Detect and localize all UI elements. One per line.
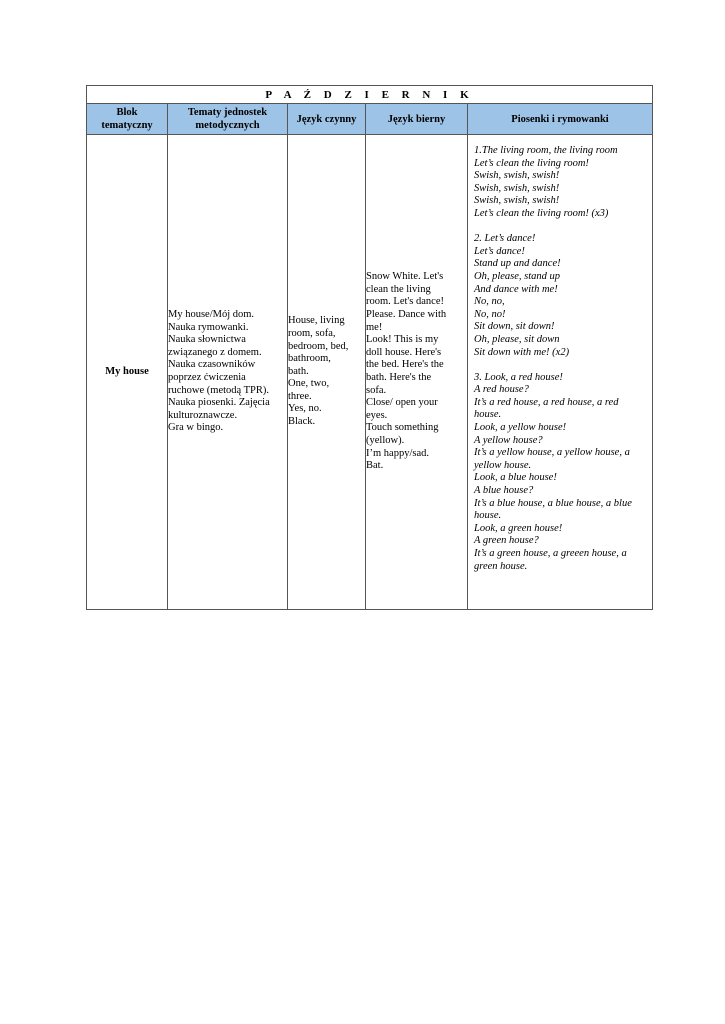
text-line: Let’s clean the living room!	[474, 157, 589, 169]
text-line: Swish, swish, swish!	[474, 182, 560, 194]
header-passive-language: Język bierny	[366, 104, 468, 135]
header-topics	[168, 104, 288, 135]
text-line: Nauka słownictwa	[168, 334, 246, 346]
text-line: ruchowe (metodą TPR).	[168, 384, 269, 396]
lesson-plan-table	[86, 85, 653, 610]
text-line: House, living	[288, 315, 345, 327]
text-line: Nauka czasowników	[168, 359, 256, 371]
text-line: A blue house?	[474, 485, 534, 497]
header-topics-line: Tematy jednostek	[187, 107, 268, 118]
text-line: me!	[366, 321, 383, 333]
text-line: Sit down, sit down!	[474, 321, 555, 333]
text-line: Let’s dance!	[474, 245, 525, 257]
text-line: doll house. Here's	[366, 346, 442, 358]
text-line: room, sofa,	[288, 327, 336, 339]
text-line: house.	[474, 510, 502, 522]
text-line: It’s a yellow house, a yellow house, a	[474, 447, 630, 459]
block-cell: My house	[87, 135, 168, 610]
text-line: 3. Look, a red house!	[474, 371, 563, 383]
header-row	[87, 104, 653, 135]
blank-line	[474, 359, 652, 372]
blank-line	[474, 221, 652, 234]
header-block	[87, 104, 168, 135]
text-line: I’m happy/sad.	[366, 447, 429, 459]
text-line: bedroom, bed,	[288, 340, 349, 352]
text-line: Yes, no.	[288, 403, 322, 415]
header-active-language: Język czynny	[288, 104, 366, 135]
text-line: room. Let's dance!	[366, 296, 444, 308]
text-line: A red house?	[474, 384, 529, 396]
text-line: Snow White. Let's	[366, 271, 444, 283]
text-line: Nauka rymowanki.	[168, 321, 249, 333]
text-line: Look, a blue house!	[474, 472, 557, 484]
text-line: kulturoznawcze.	[168, 409, 238, 421]
text-line: One, two,	[288, 378, 330, 390]
text-line: No, no,	[474, 296, 505, 308]
text-line: the bed. Here's the	[366, 359, 444, 371]
text-line: My house/Mój dom.	[168, 309, 255, 321]
month-title: P A Ź D Z I E R N I K	[87, 86, 653, 104]
text-line: Black.	[288, 416, 316, 428]
text-line: yellow house.	[474, 459, 532, 471]
songs-cell	[468, 135, 653, 610]
text-line: It’s a green house, a greeen house, a	[474, 548, 627, 559]
passive-language-cell	[366, 135, 468, 610]
text-line: A green house?	[474, 535, 539, 547]
text-line: Sit down with me! (x2)	[474, 346, 570, 358]
text-line: eyes.	[366, 409, 388, 421]
text-line: Oh, please, stand up	[474, 270, 561, 282]
text-line: three.	[288, 390, 312, 402]
header-block-line: tematyczny	[101, 120, 153, 131]
text-line: 2. Let’s dance!	[474, 233, 536, 245]
text-line: Oh, please, sit down	[474, 333, 560, 345]
text-line: Close/ open your	[366, 397, 438, 409]
text-line: Look, a yellow house!	[474, 422, 567, 434]
text-line: bath. Here's the	[366, 372, 432, 383]
table-row	[87, 135, 653, 610]
active-language-cell	[288, 135, 366, 610]
text-line: związanego z domem.	[168, 346, 262, 358]
text-line: Swish, swish, swish!	[474, 170, 560, 182]
text-line: It’s a red house, a red house, a red	[474, 396, 619, 408]
text-line: clean the living	[366, 283, 431, 295]
text-line: It’s a blue house, a blue house, a blue	[474, 497, 632, 509]
text-line: Look, a green house!	[474, 522, 563, 534]
text-line: sofa.	[366, 384, 387, 396]
text-line: Swish, swish, swish!	[474, 195, 560, 207]
text-line: poprzez ćwiczenia	[168, 372, 246, 383]
text-line: And dance with me!	[474, 283, 558, 295]
text-line: Look! This is my	[366, 334, 439, 346]
text-line: Let’s clean the living room! (x3)	[474, 207, 609, 219]
text-line: (yellow).	[366, 434, 405, 446]
text-line: Gra w bingo.	[168, 422, 224, 434]
text-line: house.	[474, 409, 502, 421]
title-row	[87, 86, 653, 104]
text-line: Please. Dance with	[366, 309, 447, 321]
text-line: bathroom,	[288, 353, 331, 365]
text-line: No, no!	[474, 308, 506, 320]
text-line: green house.	[474, 560, 528, 572]
header-topics-line: metodycznych	[195, 120, 260, 131]
header-block-line: Blok	[116, 107, 138, 118]
text-line: Stand up and dance!	[474, 258, 561, 270]
text-line: bath.	[288, 365, 309, 377]
header-songs: Piosenki i rymowanki	[468, 104, 653, 135]
text-line: Touch something	[366, 422, 439, 434]
text-line: A yellow house?	[474, 434, 543, 446]
topics-cell	[168, 135, 288, 610]
text-line: Nauka piosenki. Zajęcia	[168, 397, 270, 409]
text-line: 1.The living room, the living room	[474, 145, 618, 156]
text-line: Bat.	[366, 460, 384, 472]
